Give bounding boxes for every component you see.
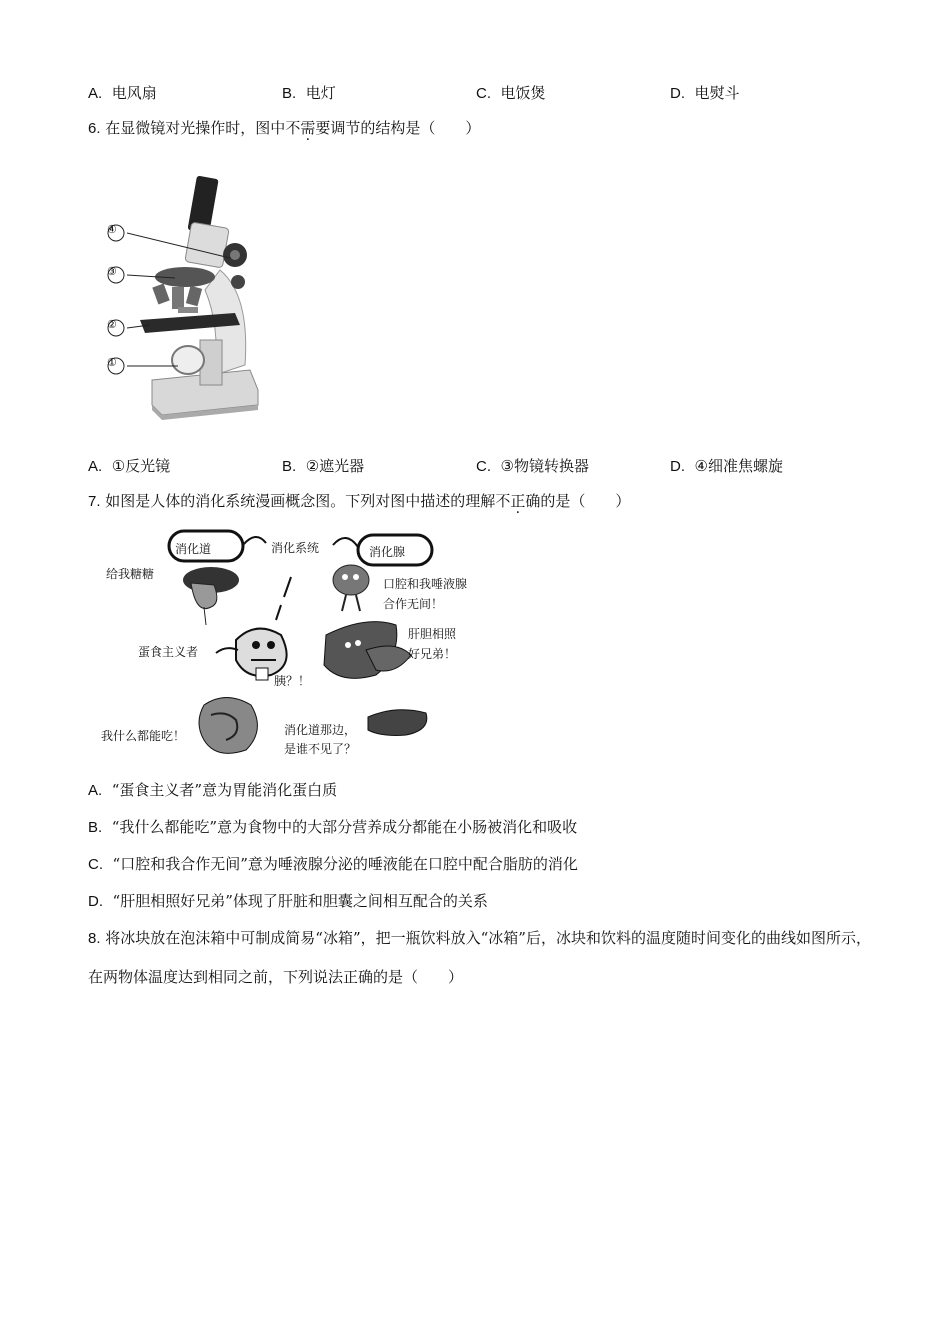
q5-option-c: C. 电饭煲 — [476, 84, 546, 102]
bubble-pancreas-question: 胰？！ — [274, 674, 311, 688]
digestive-cartoon — [96, 525, 496, 765]
label-digestive-glands: 消化腺 — [369, 545, 406, 559]
label-3: ③ — [107, 265, 117, 278]
q7-option-a: A. “蛋食主义者”意为胃能消化蛋白质 — [88, 781, 338, 799]
q6-option-d: D. ④细准焦螺旋 — [670, 457, 783, 475]
bubble-liver-2: 好兄弟！ — [408, 647, 457, 661]
q5-option-d: D. 电熨斗 — [670, 84, 740, 102]
bubble-pancreas-2: 是谁不见了？ — [284, 742, 357, 756]
q6-option-a: A. ①反光镜 — [88, 457, 171, 475]
q6-emphasis: 不需要 — [285, 119, 331, 137]
q5-option-b: B. 电灯 — [282, 84, 336, 102]
bubble-liver-1: 肝胆相照 — [408, 627, 457, 641]
label-digestive-system: 消化系统 — [271, 541, 320, 555]
q7-option-c: C. “口腔和我合作无间”意为唾液腺分泌的唾液能在口腔中配合脂肪的消化 — [88, 855, 578, 873]
q6-option-b: B. ②遮光器 — [282, 457, 365, 475]
bubble-salivary-1: 口腔和我唾液腺 — [383, 577, 468, 591]
q6-stem: 6. 在显微镜对光操作时，图中不需要调节的结构是（ ） — [88, 119, 481, 137]
q5-option-a: A. 电风扇 — [88, 84, 157, 102]
microscope-figure — [100, 165, 270, 435]
bubble-pancreas-1: 消化道那边， — [284, 723, 357, 737]
q7-option-b: B. “我什么都能吃”意为食物中的大部分营养成分都能在小肠被消化和吸收 — [88, 818, 578, 836]
bubble-salivary-2: 合作无间！ — [383, 597, 444, 611]
label-4: ④ — [107, 223, 117, 236]
bubble-mouth: 给我糖糖 — [106, 567, 155, 581]
q8-stem: 8. 将冰块放在泡沫箱中可制成简易“冰箱”，把一瓶饮料放入“冰箱”后，冰块和饮料的温度随时间变化的曲线如图所示，在两物体温度达到相同之前，下列说法正确的是（ ） — [88, 929, 871, 986]
q6-option-c: C. ③物镜转换器 — [476, 457, 589, 475]
label-2: ② — [107, 318, 117, 331]
label-digestive-tract: 消化道 — [175, 542, 212, 556]
q7-stem: 7. 如图是人体的消化系统漫画概念图。下列对图中描述的理解不正确的是（ ） — [88, 492, 631, 510]
bubble-stomach: 蛋食主义者 — [138, 645, 199, 659]
label-1: ① — [107, 356, 117, 369]
bubble-intestine: 我什么都能吃！ — [101, 729, 186, 743]
q7-emphasis: 不正确 — [495, 492, 541, 510]
q7-option-d: D. “肝胆相照好兄弟”体现了肝脏和胆囊之间相互配合的关系 — [88, 892, 488, 910]
